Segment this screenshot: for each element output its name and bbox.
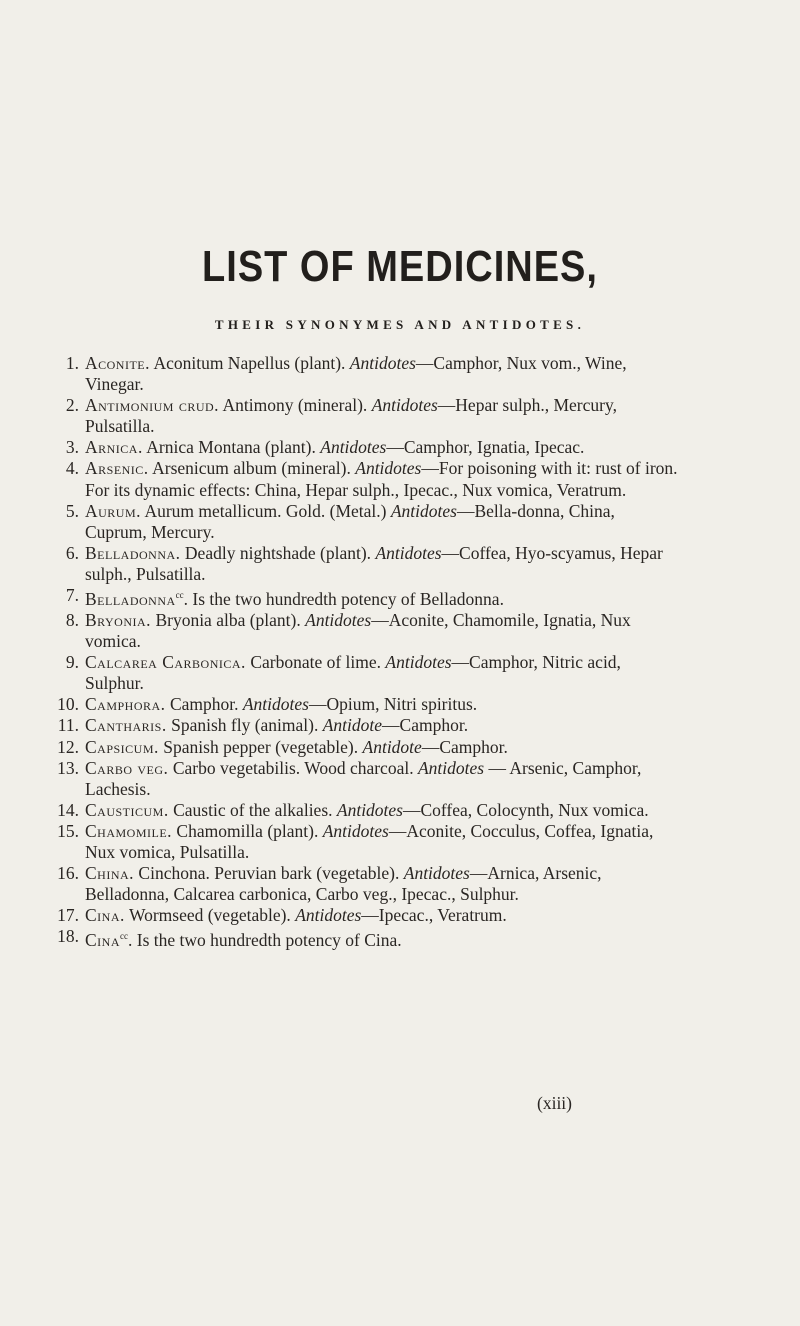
antidotes-list: —Camphor, Nux vom., Wine, Vinegar.	[85, 353, 627, 395]
medicine-description: Chamomilla (plant).	[176, 820, 319, 841]
antidotes-label: Antidote	[322, 715, 383, 736]
entry-number: 11.	[57, 715, 79, 736]
antidotes-list: —Bella-donna, China, Cuprum, Mercury.	[85, 500, 615, 542]
medicine-name: Capsicum.	[85, 736, 159, 757]
medicine-name: Carbo veg.	[85, 757, 169, 778]
entry-number: 18.	[57, 926, 79, 947]
medicine-name: Aurum.	[85, 500, 142, 521]
antidotes-list: —Coffea, Hyo-scyamus, Hepar sulph., Pulsatilla.	[85, 542, 663, 584]
medicine-description: Antimony (mineral).	[222, 395, 368, 416]
antidotes-label: Antidotes	[417, 757, 485, 778]
antidotes-label: Antidotes	[305, 609, 372, 630]
medicine-description: Wormseed (vegetable).	[128, 905, 291, 926]
medicine-description: Caustic of the alkalies.	[173, 799, 333, 820]
antidotes-list: —Camphor, Ignatia, Ipecac.	[386, 437, 585, 458]
medicine-entry	[0, 758, 680, 800]
medicine-description: Carbonate of lime.	[250, 652, 382, 673]
entry-number: 17.	[57, 905, 79, 926]
antidotes-list: —Camphor.	[421, 736, 508, 757]
antidotes-label: Antidotes	[320, 437, 387, 458]
medicine-entry	[0, 501, 680, 543]
medicine-entry	[0, 652, 680, 694]
antidotes-label: Antidotes	[242, 694, 309, 715]
antidotes-label: Antidotes	[385, 652, 452, 673]
potency-mark: cc	[175, 590, 184, 601]
antidotes-label: Antidotes	[375, 542, 442, 563]
entry-number: 12.	[57, 736, 79, 757]
medicine-entry	[0, 800, 680, 821]
entry-number: 6.	[65, 542, 79, 563]
medicine-description: Spanish fly (animal).	[171, 715, 319, 736]
medicine-entry	[0, 610, 680, 652]
medicine-name: Cina.	[85, 905, 125, 926]
page-title: LIST OF MEDICINES,	[202, 243, 598, 292]
antidotes-label: Antidotes	[336, 799, 403, 820]
page-number: (xiii)	[537, 1093, 572, 1113]
medicine-name: China.	[85, 863, 135, 884]
entry-number: 8.	[65, 609, 79, 630]
medicine-description: Arsenicum album (mineral).	[152, 458, 351, 479]
antidotes-label: Antidote	[362, 736, 422, 757]
antidotes-label: Antidotes	[322, 820, 389, 841]
medicine-description: Carbo vegetabilis. Wood charcoal.	[172, 757, 414, 778]
entry-number: 9.	[65, 652, 79, 673]
antidotes-list: — Arsenic, Camphor, Lachesis.	[85, 757, 642, 799]
medicine-name: Antimonium crud.	[85, 395, 220, 416]
antidotes-label: Antidotes	[295, 905, 362, 926]
entry-number: 14.	[57, 799, 79, 820]
medicine-entry	[0, 715, 680, 736]
page-subtitle: THEIR SYNONYMES AND ANTIDOTES.	[214, 317, 586, 332]
entry-number: 4.	[65, 458, 79, 479]
antidotes-list: —For poisoning with it: rust of iron. For its dynamic effects: China, Hepar sulph., Ipecac., Nux vomica, Veratrum.	[85, 458, 678, 500]
potency-mark: cc	[120, 931, 129, 942]
entry-number: 2.	[65, 395, 79, 416]
antidotes-label: Antidotes	[403, 863, 470, 884]
antidotes-list: —Coffea, Colocynth, Nux vomica.	[403, 799, 649, 820]
medicine-entry	[0, 395, 680, 437]
medicine-description: Cinchona. Peruvian bark (vegetable).	[138, 863, 400, 884]
medicine-entry	[0, 585, 680, 610]
entry-number: 15.	[57, 820, 79, 841]
medicine-name: Bryonia.	[85, 609, 152, 630]
antidotes-list: —Hepar sulph., Mercury, Pulsatilla.	[85, 395, 617, 437]
antidotes-list: —Camphor.	[382, 715, 469, 736]
entry-number: 5.	[65, 500, 79, 521]
medicine-name: Cantharis.	[85, 715, 167, 736]
medicine-name: Chamomile.	[85, 820, 173, 841]
antidotes-label: Antidotes	[349, 353, 416, 373]
entry-number: 1.	[65, 353, 79, 373]
antidotes-list: —Aconite, Cocculus, Coffea, Ignatia, Nux vomica, Pulsatilla.	[85, 820, 654, 862]
medicine-name: Camphora.	[85, 694, 166, 715]
medicine-entry	[0, 926, 680, 951]
medicine-description: Bryonia alba (plant).	[155, 609, 301, 630]
antidotes-label: Antidotes	[390, 500, 457, 521]
medicine-name: Causticum.	[85, 799, 169, 820]
antidotes-list: —Camphor, Nitric acid, Sulphur.	[85, 652, 621, 694]
medicine-name: Belladonna	[85, 588, 176, 609]
medicine-description: . Is the two hundredth potency of Belladonna.	[183, 588, 504, 609]
medicine-description: Arnica Montana (plant).	[146, 437, 316, 458]
medicine-name: Aconite.	[85, 353, 151, 373]
medicine-entry	[0, 353, 680, 395]
medicine-entry	[0, 437, 680, 458]
medicine-name: Arnica.	[85, 437, 143, 458]
entry-number: 7.	[65, 585, 79, 606]
medicine-entry	[0, 737, 680, 758]
medicine-entry	[0, 863, 680, 905]
medicine-description: Camphor.	[169, 694, 239, 715]
entry-number: 10.	[57, 694, 79, 715]
medicine-entry	[0, 458, 680, 500]
antidotes-label: Antidotes	[355, 458, 422, 479]
medicine-description: . Is the two hundredth potency of Cina.	[128, 930, 402, 951]
medicine-entry	[0, 543, 680, 585]
entry-number: 13.	[57, 757, 79, 778]
medicine-description: Aurum metallicum. Gold. (Metal.)	[144, 500, 387, 521]
antidotes-list: —Aconite, Chamomile, Ignatia, Nux vomica.	[85, 609, 631, 652]
medicine-name: Calcarea Carbonica.	[85, 652, 246, 673]
medicine-entry	[0, 821, 680, 863]
medicine-entry	[0, 905, 680, 926]
antidotes-list: —Ipecac., Veratrum.	[361, 905, 507, 926]
entry-number: 3.	[65, 437, 79, 458]
medicine-entry	[0, 694, 680, 715]
antidotes-list: —Arnica, Arsenic, Belladonna, Calcarea carbonica, Carbo veg., Ipecac., Sulphur.	[85, 863, 602, 905]
medicine-description: Spanish pepper (vegetable).	[163, 736, 359, 757]
medicine-name: Arsenic.	[85, 458, 149, 479]
medicine-name: Cina	[85, 930, 121, 951]
entry-number: 16.	[57, 863, 79, 884]
antidotes-label: Antidotes	[371, 395, 438, 416]
medicine-description: Deadly nightshade (plant).	[184, 542, 372, 563]
medicine-list	[0, 353, 800, 951]
medicine-name: Belladonna.	[85, 542, 181, 563]
antidotes-list: —Opium, Nitri spiritus.	[308, 694, 478, 715]
medicine-description: Aconitum Napellus (plant).	[153, 353, 346, 373]
